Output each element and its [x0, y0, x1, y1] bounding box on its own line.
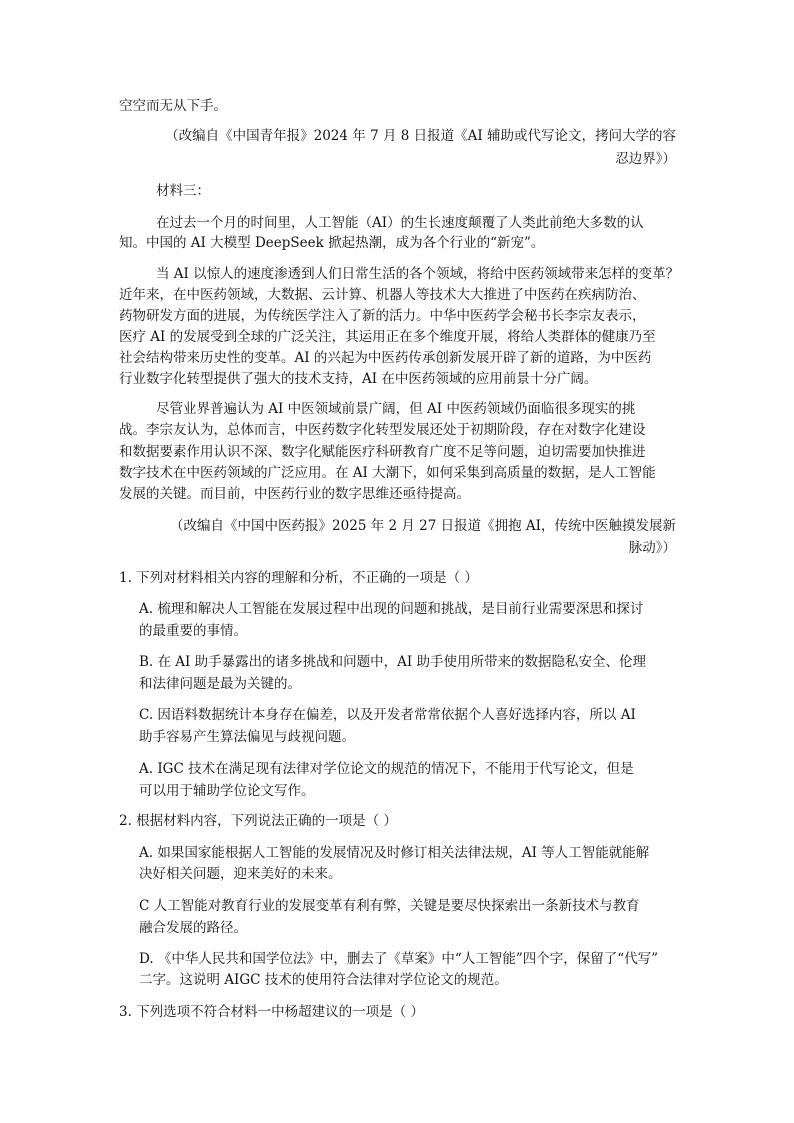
paragraph-line: 当 AI 以惊人的速度渗透到人们日常生活的各个领域，将给中医药领域带来怎样的变革？ — [156, 266, 680, 282]
paragraph-line: 发展的关键。而目前，中医药行业的数字思维还亟待提高。 — [119, 486, 470, 502]
section-heading: 材料三： — [156, 183, 210, 199]
question-option: 可以用于辅助学位论文写作。 — [139, 783, 315, 799]
question-option: 二字。这说明 AIGC 技术的使用符合法律对学位论文的规范。 — [139, 972, 508, 988]
paragraph-line: 数字技术在中医药领域的广泛应用。在 AI 大潮下，如何采集到高质量的数据，是人工智能 — [119, 465, 656, 481]
source-citation-line: （改编自《中国青年报》2024 年 7 月 8 日报道《AI 辅助或代写论文，拷问大学的容 — [165, 128, 676, 144]
question-stem: 2. 根据材料内容，下列说法正确的一项是（ ） — [119, 813, 397, 829]
source-citation-line: 忍边界》） — [615, 151, 676, 167]
question-option: A. 梳理和解决人工智能在发展过程中出现的问题和挑战，是目前行业需要深思和探讨 — [139, 601, 644, 617]
question-option: 决好相关问题，迎来美好的未来。 — [139, 866, 342, 882]
intro-tail-text: 空空而无从下手。 — [119, 98, 227, 114]
paragraph-line: 在过去一个月的时间里，人工智能（AI）的生长速度颠覆了人类此前绝大多数的认 — [156, 215, 644, 231]
paragraph-line: 行业数字化转型提供了强大的技术支持，AI 在中医药领域的应用前景十分广阔。 — [119, 371, 598, 387]
paragraph-line: 知。中国的 AI 大模型 DeepSeek 掀起热潮，成为各个行业的“新宠”。 — [119, 235, 545, 251]
question-option: C 人工智能对教育行业的发展变革有利有弊，关键是要尽快探索出一条新技术与教育 — [139, 898, 640, 914]
question-option: 融合发展的路径。 — [139, 920, 247, 936]
paragraph-line: 社会结构带来历史性的变革。AI 的兴起为中医药传承创新发展开辟了新的道路，为中医药 — [119, 350, 652, 366]
question-option: C. 因语料数据统计本身存在偏差，以及开发者常常依据个人喜好选择内容，所以 AI — [139, 707, 636, 723]
question-option: 助手容易产生算法偏见与歧视问题。 — [139, 729, 355, 745]
source-citation-line: 脉动》） — [628, 540, 676, 556]
paragraph-line: 和数据要素作用认识不深、数字化赋能医疗科研教育广度不足等问题，迫切需要加快推进 — [119, 444, 646, 460]
question-option: A. IGC 技术在满足现有法律对学位论文的规范的情况下，不能用于代写论文，但是 — [139, 761, 634, 777]
question-stem: 1. 下列对材料相关内容的理解和分析，不正确的一项是（ ） — [119, 570, 478, 586]
paragraph-line: 近年来，在中医药领域，大数据、云计算、机器人等技术大大推进了中医药在疾病防治、 — [119, 287, 646, 303]
question-option: B. 在 AI 助手暴露出的诸多挑战和问题中，AI 助手使用所带来的数据隐私安全、伦理 — [139, 654, 647, 670]
question-option: 的最重要的事情。 — [139, 623, 247, 639]
paragraph-line: 尽管业界普遍认为 AI 中医领域前景广阔，但 AI 中医药领域仍面临很多现实的挑 — [156, 401, 636, 417]
question-option: A. 如果国家能根据人工智能的发展情况及时修订相关法律法规，AI 等人工智能就能解 — [139, 845, 650, 861]
question-option: D. 《中华人民共和国学位法》中，删去了《草案》中“人工智能”四个字，保留了“代写” — [139, 951, 659, 967]
question-option: 和法律问题是最为关键的。 — [139, 676, 301, 692]
paragraph-line: 医疗 AI 的发展受到全球的广泛关注，其运用正在多个维度开展，将给人类群体的健康乃至 — [119, 329, 656, 345]
source-citation-line: （改编自《中国中医药报》2025 年 2 月 27 日报道《拥抱 AI，传统中医触摸发展新 — [170, 518, 676, 534]
paragraph-line: 战。李宗友认为，总体而言，中医药数字化转型发展还处于初期阶段，存在对数字化建设 — [119, 422, 646, 438]
question-stem: 3. 下列选项不符合材料一中杨超建议的一项是（ ） — [119, 1004, 424, 1020]
paragraph-line: 药物研发方面的进展，为传统医学注入了新的活力。中华中医药学会秘书长李宗友表示， — [119, 308, 646, 324]
